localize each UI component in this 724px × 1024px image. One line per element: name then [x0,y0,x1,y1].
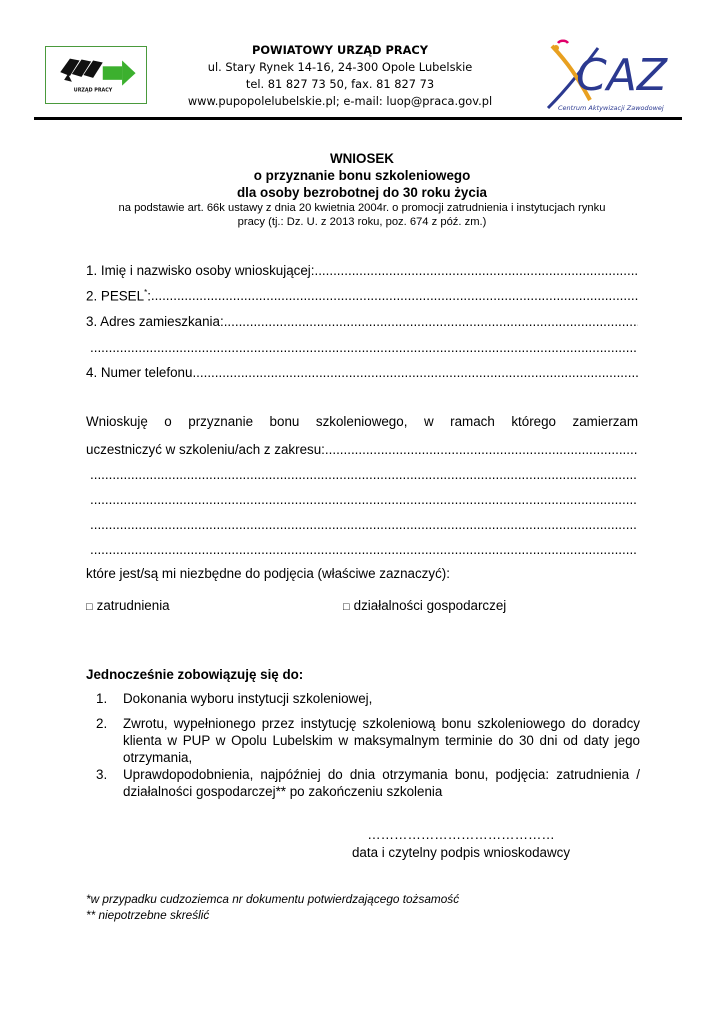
purpose-options [86,598,646,616]
caz-logo [538,38,680,116]
field-phone-label: 4. Numer telefonu [86,365,193,380]
field-address-fill-line-2[interactable] [90,340,638,355]
training-line-4[interactable] [90,517,638,532]
commitment-num-1: 1. [96,691,108,706]
field-pesel-fill-line[interactable] [151,288,638,303]
training-line-2[interactable] [90,467,638,482]
caz-logo-caption: Centrum Aktywizacji Zawodowej [558,104,664,112]
commitment-text-2: Zwrotu, wypełnionego przez instytucję szkoleniową bonu szkoleniowego do doradcy klienta w PUP w Opolu Lubelskim w maksymalnym terminie do 30 dni od daty jego otrzymania, [123,716,640,765]
footnotes [86,891,459,923]
office-header [180,42,500,110]
checkbox-business[interactable]: □ [343,601,350,613]
pesel-footnote-mark: * [144,288,148,297]
field-name[interactable] [86,263,638,278]
option-employment-label: zatrudnienia [96,598,170,613]
training-fill-line-3[interactable] [90,492,638,507]
commitment-num-3: 3. [96,767,108,782]
footnote-2: ** niepotrzebne skreślić [86,908,210,922]
field-address-fill-line[interactable] [224,314,638,329]
field-name-label: 1. Imię i nazwisko osoby wnioskującej: [86,263,315,278]
legal-basis-2: pracy (tj.: Dz. U. z 2013 roku, poz. 674 z póź. zm.) [237,216,487,228]
training-line-5[interactable] [90,542,638,557]
pesel-colon: : [147,288,151,304]
form-title [60,150,664,229]
office-address: ul. Stary Rynek 14-16, 24-300 Opole Lubelskie [207,60,473,74]
checkbox-employment[interactable]: □ [86,601,93,613]
option-employment[interactable] [86,598,170,613]
commitment-item-3 [96,766,640,800]
request-line-1: Wnioskuję o przyznanie bonu szkoleniowego, w ramach którego zamierzam [86,414,638,429]
office-web: www.pupopolelubelskie.pl; e-mail: luop@praca.gov.pl [187,94,493,108]
title-line-3: dla osoby bezrobotnej do 30 roku życia [236,185,487,200]
commitment-item-1 [96,690,640,707]
field-phone[interactable] [86,365,638,380]
option-business[interactable] [343,598,506,613]
needed-for-text: które jest/są mi niezbędne do podjęcia (właściwe zaznaczyć): [86,566,450,581]
signature-caption: data i czytelny podpis wnioskodawcy [351,845,571,860]
pup-logo-graphic [46,47,146,103]
field-address[interactable] [86,314,638,329]
field-phone-fill-line[interactable] [192,365,638,380]
commitment-text-1: Dokonania wyboru instytucji szkoleniowej, [123,691,373,706]
field-pesel-label: 2. PESEL [86,288,145,304]
field-address-label: 3. Adres zamieszkania: [86,314,224,329]
commitments-title: Jednocześnie zobowiązuję się do: [86,667,304,682]
training-line-3[interactable] [90,492,638,507]
commitment-item-2 [96,715,640,766]
caz-logo-text: CAZ [576,50,667,101]
legal-basis-1: na podstawie art. 66k ustawy z dnia 20 kwietnia 2004r. o promocji zatrudnienia i instytucjach rynku [118,202,606,214]
signature-block [330,826,592,862]
office-name: POWIATOWY URZĄD PRACY [251,43,429,57]
training-fill-line-2[interactable] [90,467,638,482]
title-line-1: WNIOSEK [330,151,394,166]
commitment-text-3: Uprawdopodobnienia, najpóźniej do dnia otrzymania bonu, podjęcia: zatrudnienia / działalności gospodarczej** po zakończeniu szkolenia [123,767,640,799]
field-pesel[interactable] [86,288,638,303]
training-fill-line-4[interactable] [90,517,638,532]
caz-logo-graphic [538,38,680,116]
header-divider [34,117,682,120]
field-name-fill-line[interactable] [314,263,638,278]
option-business-label: działalności gospodarczej [353,598,507,613]
field-address-line-2[interactable] [90,340,638,355]
signature-line[interactable]: …………………………………… [367,827,555,842]
training-fill-line-5[interactable] [90,542,638,557]
pup-logo [45,46,147,104]
footnote-1: *w przypadku cudzoziemca nr dokumentu potwierdzającego tożsamość [86,892,460,906]
title-line-2: o przyznanie bonu szkoleniowego [253,168,471,183]
commitment-num-2: 2. [96,716,108,731]
request-line-2: uczestniczyć w szkoleniu/ach z zakresu: [86,442,325,457]
field-training-scope[interactable] [86,442,638,457]
office-phone: tel. 81 827 73 50, fax. 81 827 73 [245,77,435,91]
field-training-fill-line[interactable] [325,442,638,457]
pup-logo-caption: URZĄD PRACY [73,88,113,94]
